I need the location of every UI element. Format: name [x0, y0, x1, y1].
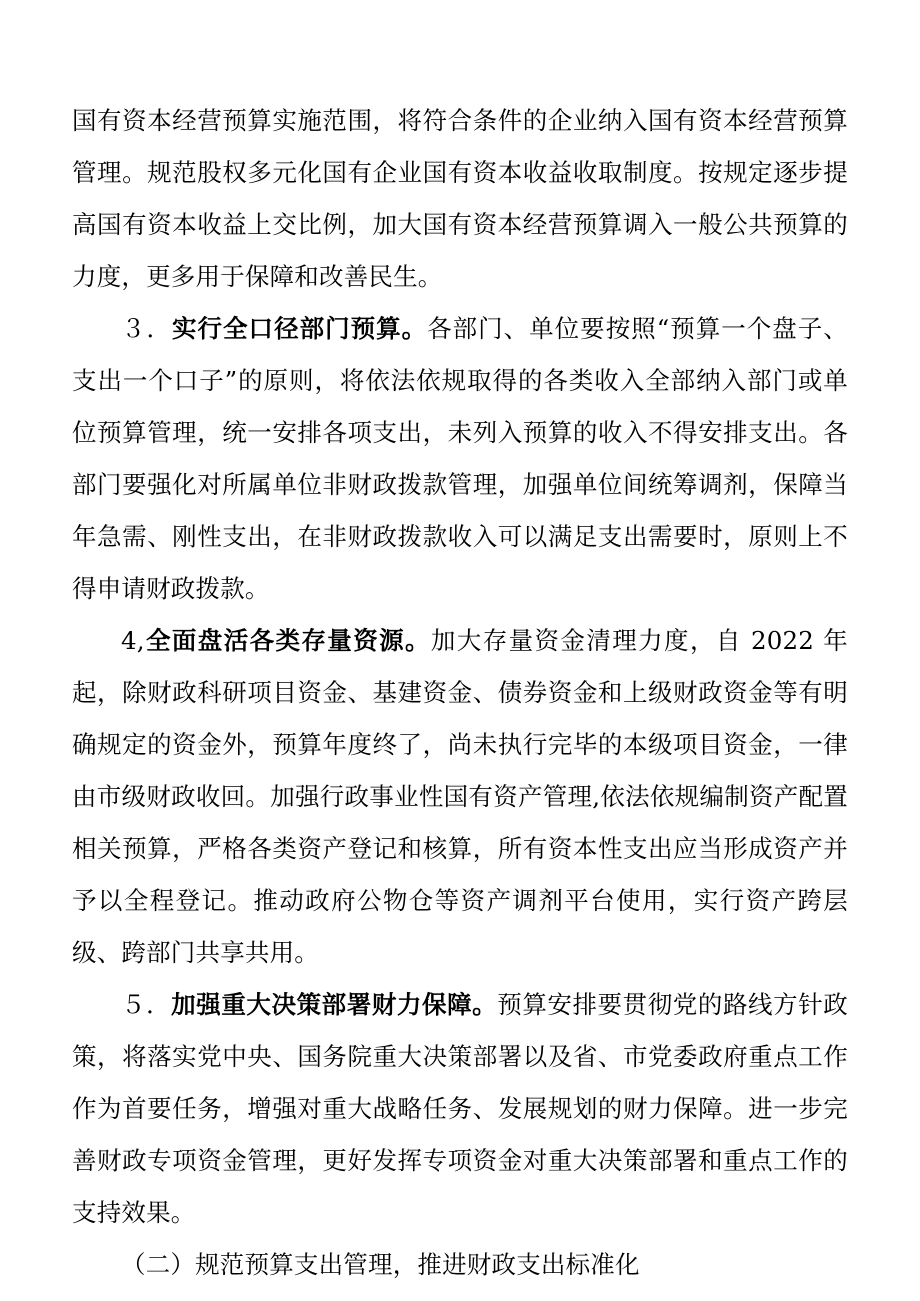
paragraph-item-4 — [72, 615, 848, 979]
item-heading: 加强重大决策部署财力保障。 — [171, 990, 498, 1019]
paragraph-text: 国有资本经营预算实施范围，将符合条件的企业纳入国有资本经营预算管理。规范股权多元化国有企业国有资本收益收取制度。按规定逐步提高国有资本收益上交比例，加大国有资本经营预算调入一般公共预算的力度，更多用于保障和改善民生。 — [72, 106, 848, 291]
paragraph-text: 各部门、单位要按照“预算一个盘子、支出一个口子”的原则，将依法依规取得的各类收入全部纳入部门或单位预算管理，统一安排各项支出，未列入预算的收入不得安排支出。各部门要强化对所属单位非财政拨款管理，加强单位间统筹调剂，保障当年急需、刚性支出，在非财政拨款收入可以满足支出需要时，原则上不得申请财政拨款。 — [72, 314, 848, 603]
paragraph-item-3 — [72, 303, 848, 615]
item-heading: 全面盘活各类存量资源。 — [144, 626, 431, 655]
item-number: ３． — [121, 314, 173, 343]
paragraph-continued — [72, 95, 848, 303]
document-body — [72, 95, 848, 1291]
section-heading: （二）规范预算支出管理，推进财政支出标准化 — [121, 1250, 640, 1279]
item-heading: 实行全口径部门预算。 — [172, 314, 428, 343]
paragraph-text: 预算安排要贯彻党的路线方针政策，将落实党中央、国务院重大决策部署以及省、市党委政府重点工作作为首要任务，增强对重大战略任务、发展规划的财力保障。进一步完善财政专项资金管理，更好发挥专项资金对重大决策部署和重点工作的支持效果。 — [72, 990, 848, 1227]
item-number: 4, — [121, 626, 145, 655]
paragraph-section-2 — [72, 1239, 848, 1291]
item-number: ５． — [121, 990, 172, 1019]
paragraph-item-5 — [72, 979, 848, 1239]
paragraph-text: 加大存量资金清理力度，自 2022 年起，除财政科研项目资金、基建资金、债券资金和上级财政资金等有明确规定的资金外，预算年度终了，尚未执行完毕的本级项目资金，一律由市级财政收回。加强行政事业性国有资产管理,依法依规编制资产配置相关预算，严格各类资产登记和核算，所有资本性支出应当形成资产并予以全程登记。推动政府公物仓等资产调剂平台使用，实行资产跨层级、跨部门共享共用。 — [72, 626, 848, 967]
